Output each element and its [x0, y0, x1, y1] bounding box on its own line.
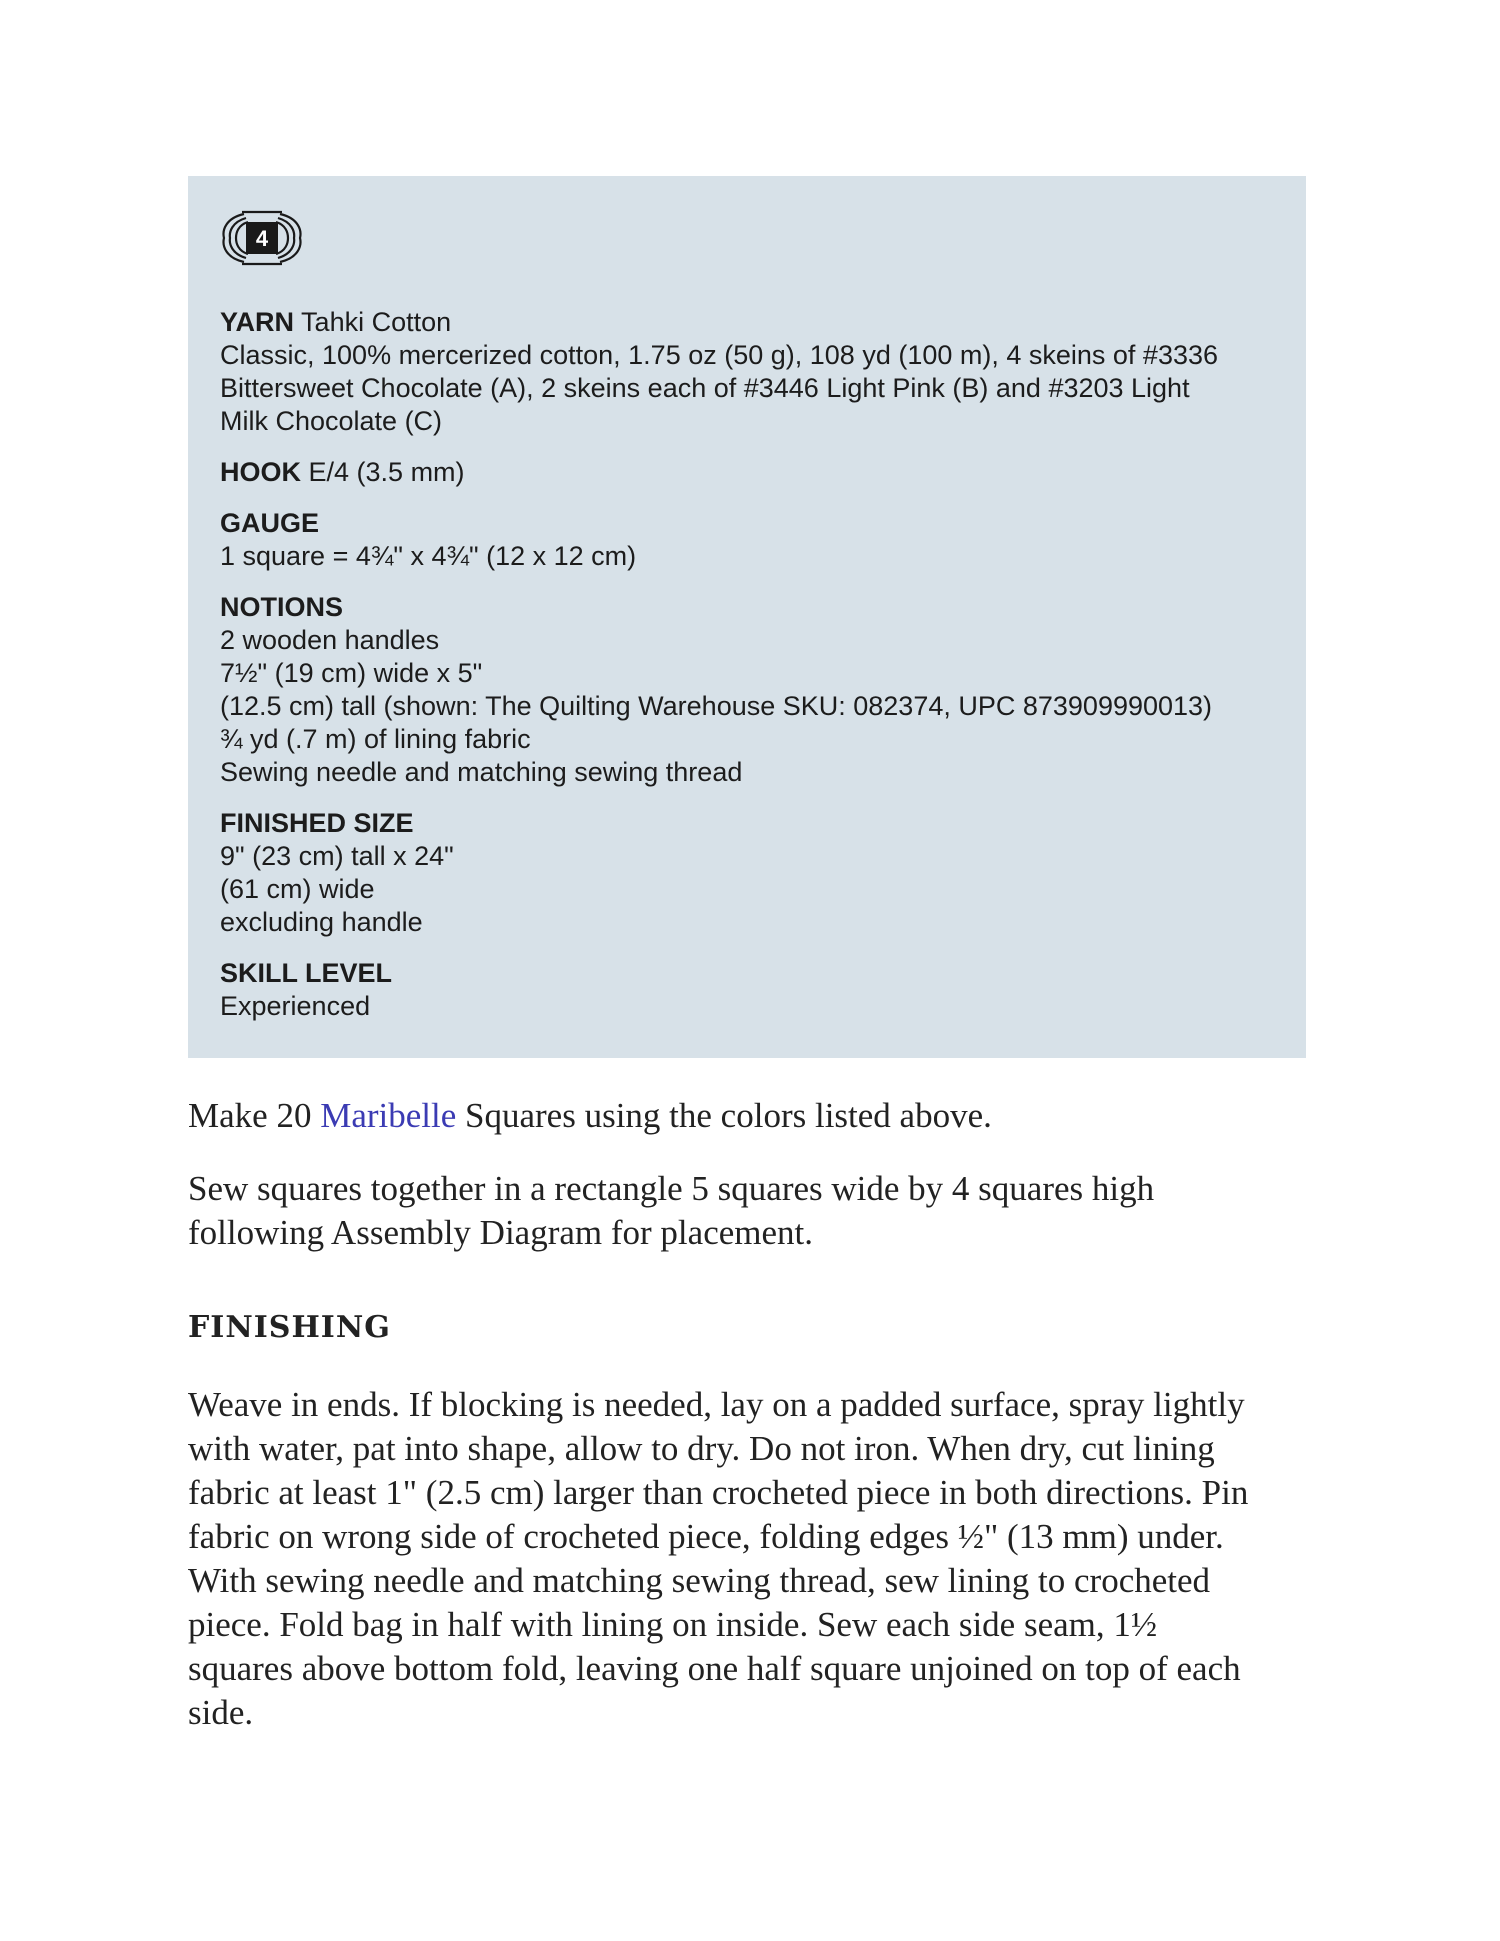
- yarn-weight-number: 4: [255, 226, 269, 251]
- paragraph-line: Sew squares together in a rectangle 5 squares wide by 4 squares high: [188, 1169, 1155, 1208]
- yarn-section: [220, 306, 1274, 438]
- paragraph-line: following Assembly Diagram for placement.: [188, 1213, 813, 1252]
- materials-box: [188, 176, 1306, 1058]
- maribelle-link[interactable]: Maribelle: [320, 1096, 457, 1135]
- intro-text: Make 20: [188, 1096, 321, 1135]
- notions-section: [220, 591, 1274, 789]
- paragraph-line: Weave in ends. If blocking is needed, lay on a padded surface, spray lightly: [188, 1385, 1245, 1424]
- finishing-paragraph: [188, 1383, 1318, 1735]
- paragraph-line: piece. Fold bag in half with lining on inside. Sew each side seam, 1½: [188, 1605, 1158, 1644]
- hook-label: HOOK: [220, 457, 301, 487]
- paragraph-line: with water, pat into shape, allow to dry. Do not iron. When dry, cut lining: [188, 1429, 1215, 1468]
- yarn-label: YARN: [220, 307, 295, 337]
- paragraph-line: squares above bottom fold, leaving one half square unjoined on top of each: [188, 1649, 1241, 1688]
- yarn-line: Bittersweet Chocolate (A), 2 skeins each of #3446 Light Pink (B) and #3203 Light: [220, 373, 1190, 403]
- intro-paragraph-1: [188, 1094, 1318, 1138]
- notions-line: 2 wooden handles: [220, 625, 440, 655]
- notions-line: ¾ yd (.7 m) of lining fabric: [220, 724, 531, 754]
- skill-level-value: Experienced: [220, 991, 371, 1021]
- notions-line: (12.5 cm) tall (shown: The Quilting Warehouse SKU: 082374, UPC 873909990013): [220, 691, 1213, 721]
- paragraph-line: side.: [188, 1693, 254, 1732]
- yarn-line: Classic, 100% mercerized cotton, 1.75 oz (50 g), 108 yd (100 m), 4 skeins of #3336: [220, 340, 1219, 370]
- notions-line: 7½" (19 cm) wide x 5": [220, 658, 483, 688]
- gauge-line: 1 square = 4¾" x 4¾" (12 x 12 cm): [220, 541, 637, 571]
- hook-value: E/4 (3.5 mm): [308, 457, 465, 487]
- skill-level-label: SKILL LEVEL: [220, 958, 393, 988]
- paragraph-line: fabric on wrong side of crocheted piece, folding edges ½" (13 mm) under.: [188, 1517, 1224, 1556]
- gauge-label: GAUGE: [220, 508, 320, 538]
- finishing-heading: FINISHING: [188, 1310, 391, 1345]
- finished-size-label: FINISHED SIZE: [220, 808, 414, 838]
- finished-size-line: (61 cm) wide: [220, 874, 375, 904]
- finished-size-line: excluding handle: [220, 907, 423, 937]
- skill-level-section: [220, 957, 1274, 1023]
- yarn-line: Tahki Cotton: [301, 307, 452, 337]
- notions-label: NOTIONS: [220, 592, 344, 622]
- yarn-weight-icon: [220, 208, 304, 268]
- finished-size-section: [220, 807, 1274, 939]
- paragraph-line: fabric at least 1" (2.5 cm) larger than crocheted piece in both directions. Pin: [188, 1473, 1249, 1512]
- finished-size-line: 9" (23 cm) tall x 24": [220, 841, 454, 871]
- yarn-line: Milk Chocolate (C): [220, 406, 443, 436]
- intro-paragraph-2: [188, 1167, 1318, 1255]
- paragraph-line: With sewing needle and matching sewing thread, sew lining to crocheted: [188, 1561, 1211, 1600]
- notions-line: Sewing needle and matching sewing thread: [220, 757, 743, 787]
- intro-text: Squares using the colors listed above.: [456, 1096, 992, 1135]
- hook-section: [220, 456, 1274, 489]
- gauge-section: [220, 507, 1274, 573]
